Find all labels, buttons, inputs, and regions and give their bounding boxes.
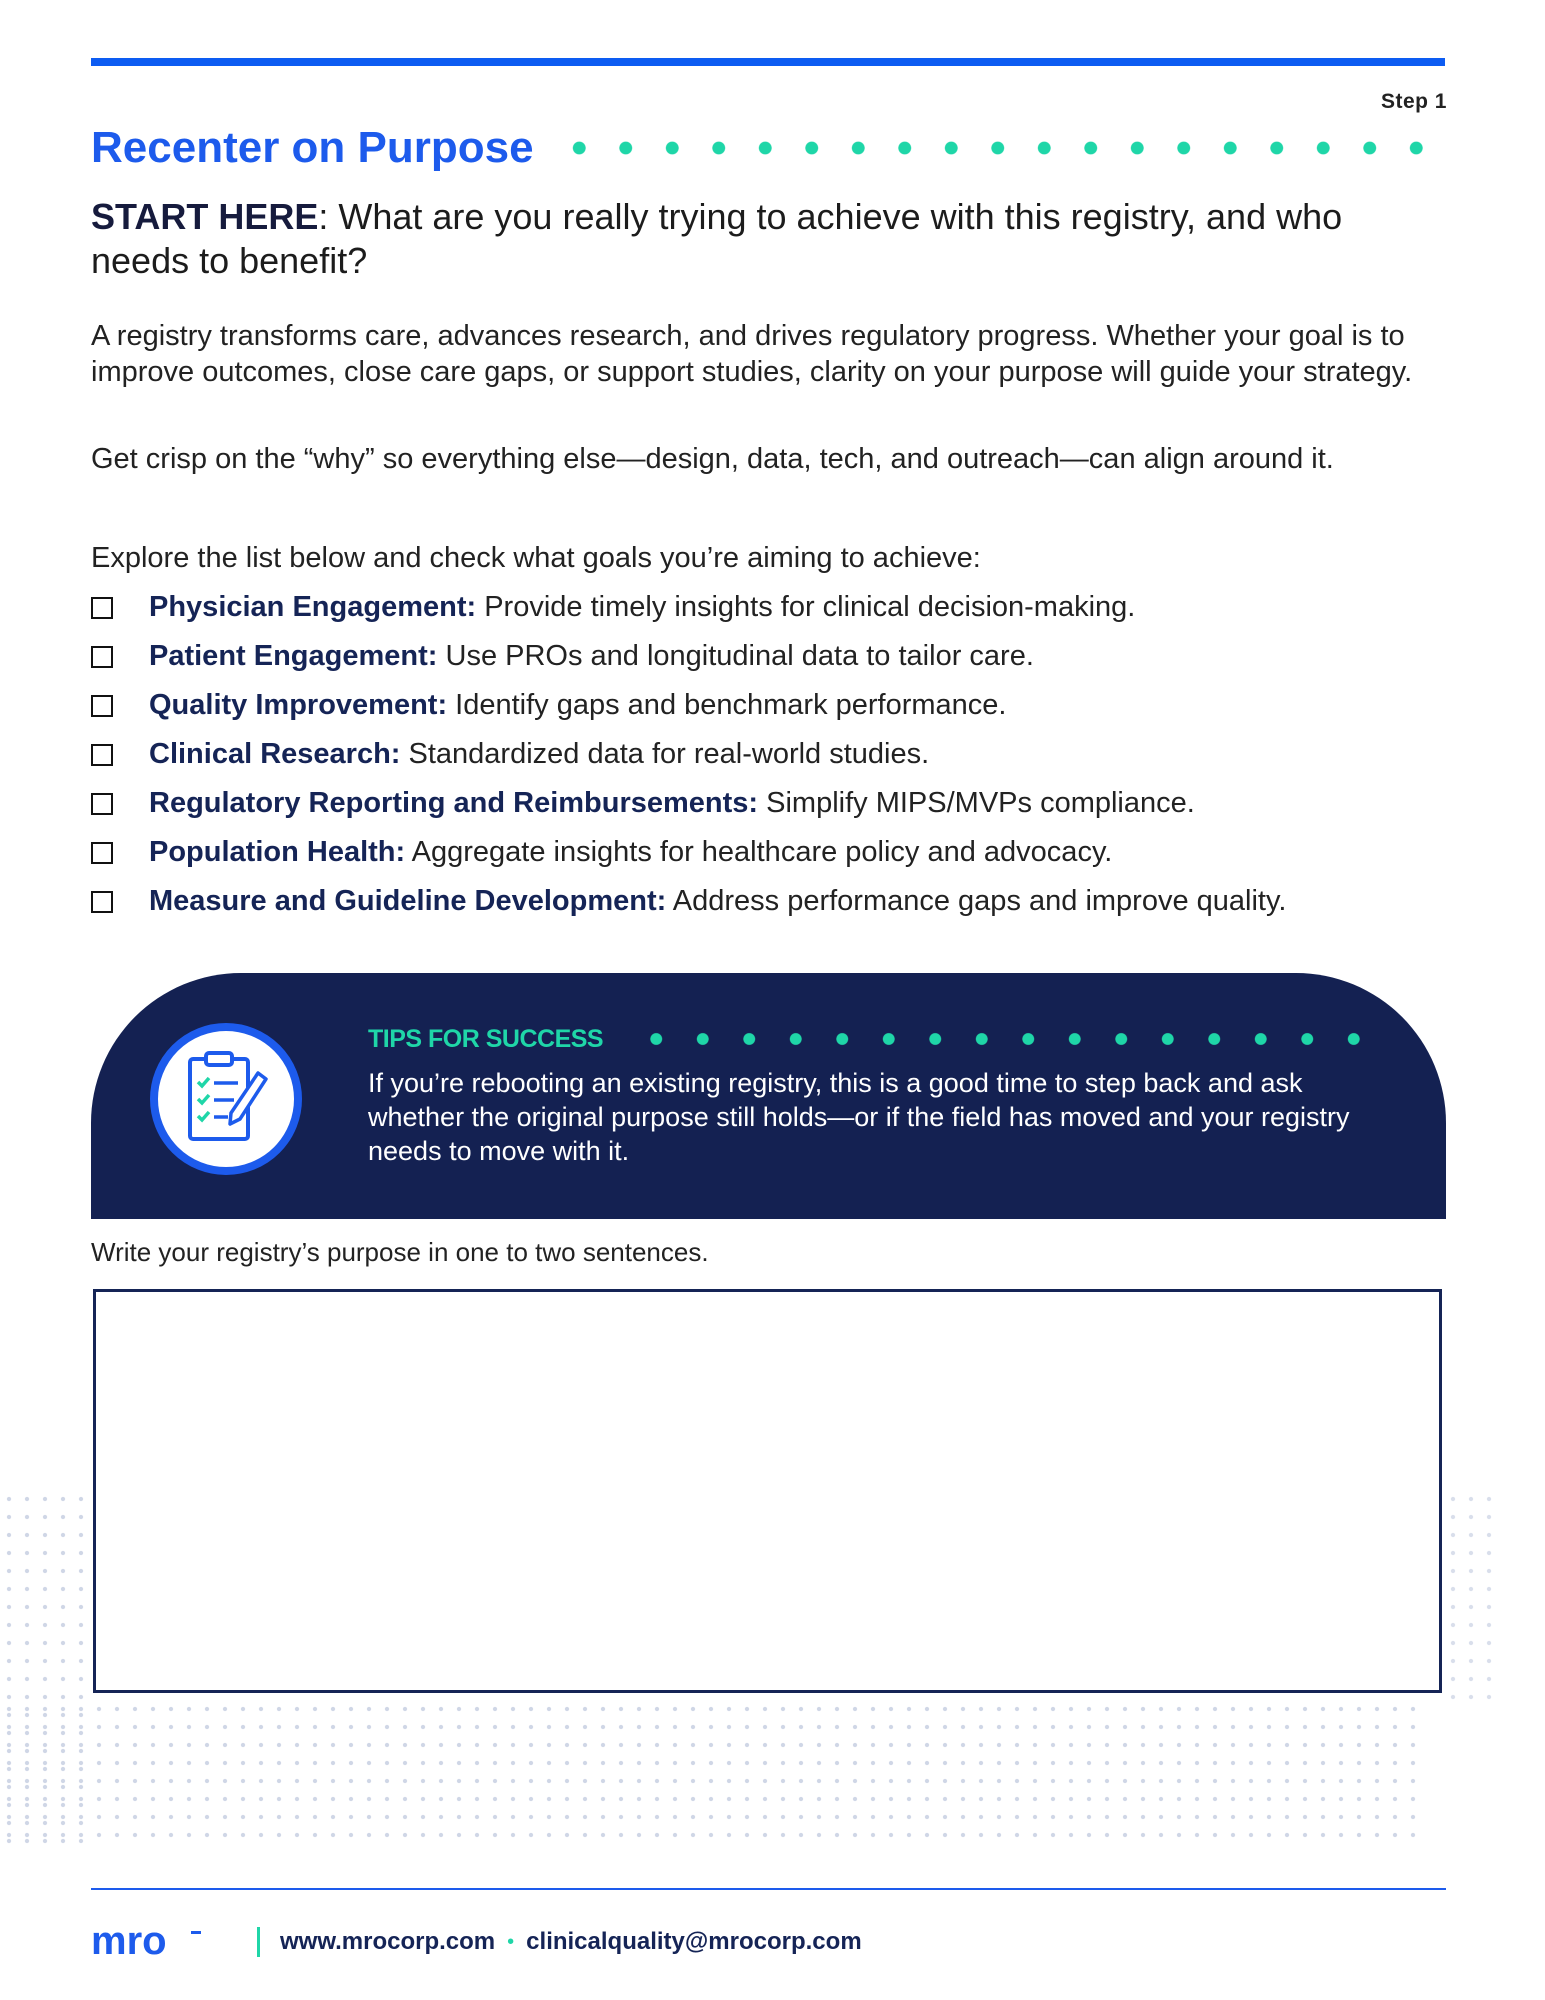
tips-heading: TIPS FOR SUCCESS [368, 1024, 604, 1053]
lead-bold: START HERE [91, 196, 319, 237]
checkbox[interactable] [91, 744, 113, 766]
goal-item-clinical-research [91, 730, 1471, 779]
purpose-answer-box[interactable] [93, 1289, 1442, 1693]
goal-label [149, 738, 929, 771]
footer-email-link[interactable]: clinicalquality@mrocorp.com [526, 1928, 862, 1955]
goal-item-measure-guideline-development [91, 877, 1471, 926]
clipboard-checklist-icon [150, 1023, 302, 1175]
goals-checklist [91, 583, 1471, 926]
footer-website-link[interactable]: www.mrocorp.com [280, 1928, 496, 1955]
goal-title: Population Health: [149, 836, 406, 868]
start-here-lead [91, 195, 1431, 283]
footer [91, 1918, 862, 1966]
tips-heading-row [368, 1025, 1368, 1053]
checkbox[interactable] [91, 793, 113, 815]
checkbox[interactable] [91, 646, 113, 668]
tips-dot-divider [633, 1032, 1368, 1046]
goal-description: Identify gaps and benchmark performance. [447, 689, 1007, 721]
goal-title: Clinical Research: [149, 738, 401, 770]
checkbox[interactable] [91, 842, 113, 864]
goal-description: Address performance gaps and improve quality. [666, 885, 1287, 917]
intro-paragraph-1: A registry transforms care, advances research, and drives regulatory progress. Whether your goal is to improve outcomes, close care gaps, or support studies, clarity on your purpose will guide your strategy. [91, 320, 1413, 388]
goal-label [149, 689, 1007, 722]
goal-title: Patient Engagement: [149, 640, 438, 672]
decorative-dot-pattern [0, 1700, 1420, 1850]
title-row [91, 118, 1447, 178]
goal-item-quality-improvement [91, 681, 1471, 730]
decorative-dot-pattern [1444, 1490, 1500, 1710]
goal-label [149, 836, 1112, 869]
tips-body: If you’re rebooting an existing registry, this is a good time to step back and ask whether the original purpose still holds—or if the field has moved and your registry needs to move with it. [368, 1068, 1350, 1166]
goal-label [149, 591, 1135, 624]
title-dot-divider [556, 141, 1447, 155]
decorative-dot-pattern [0, 1490, 92, 1850]
goal-description: Provide timely insights for clinical decision-making. [476, 591, 1136, 623]
checkbox[interactable] [91, 695, 113, 717]
goal-item-patient-engagement [91, 632, 1471, 681]
goal-label [149, 640, 1034, 673]
purpose-prompt: Write your registry’s purpose in one to two sentences. [91, 1237, 709, 1267]
footer-separator-bar [257, 1927, 260, 1957]
checkbox[interactable] [91, 597, 113, 619]
goal-title: Quality Improvement: [149, 689, 448, 721]
goal-label [149, 787, 1195, 820]
footer-bullet: • [507, 1930, 515, 1953]
goal-description: Use PROs and longitudinal data to tailor care. [437, 640, 1034, 672]
checklist-prompt: Explore the list below and check what goals you’re aiming to achieve: [91, 542, 981, 574]
footer-rule [91, 1888, 1446, 1890]
step-label: Step 1 [1380, 90, 1447, 113]
goal-description: Standardized data for real-world studies. [400, 738, 930, 770]
checkbox[interactable] [91, 891, 113, 913]
intro-paragraph-2: Get crisp on the “why” so everything else—design, data, tech, and outreach—can align around it. [91, 443, 1334, 475]
mro-logo [91, 1922, 221, 1962]
goal-description: Aggregate insights for healthcare policy and advocacy. [405, 836, 1113, 868]
goal-item-population-health [91, 828, 1471, 877]
page-title: Recenter on Purpose [91, 123, 534, 172]
goal-description: Simplify MIPS/MVPs compliance. [758, 787, 1195, 819]
goal-label [149, 885, 1286, 918]
tips-for-success-panel [91, 973, 1446, 1219]
goal-title: Regulatory Reporting and Reimbursements: [149, 787, 759, 819]
goal-title: Physician Engagement: [149, 591, 477, 623]
lead-text: : What are you really trying to achieve with this registry, and who needs to benefit? [91, 196, 1343, 281]
goal-item-regulatory-reporting [91, 779, 1471, 828]
goal-title: Measure and Guideline Development: [149, 885, 667, 917]
mro-logo-text: mro [91, 1922, 167, 1962]
top-rule [91, 58, 1445, 66]
goal-item-physician-engagement [91, 583, 1471, 632]
